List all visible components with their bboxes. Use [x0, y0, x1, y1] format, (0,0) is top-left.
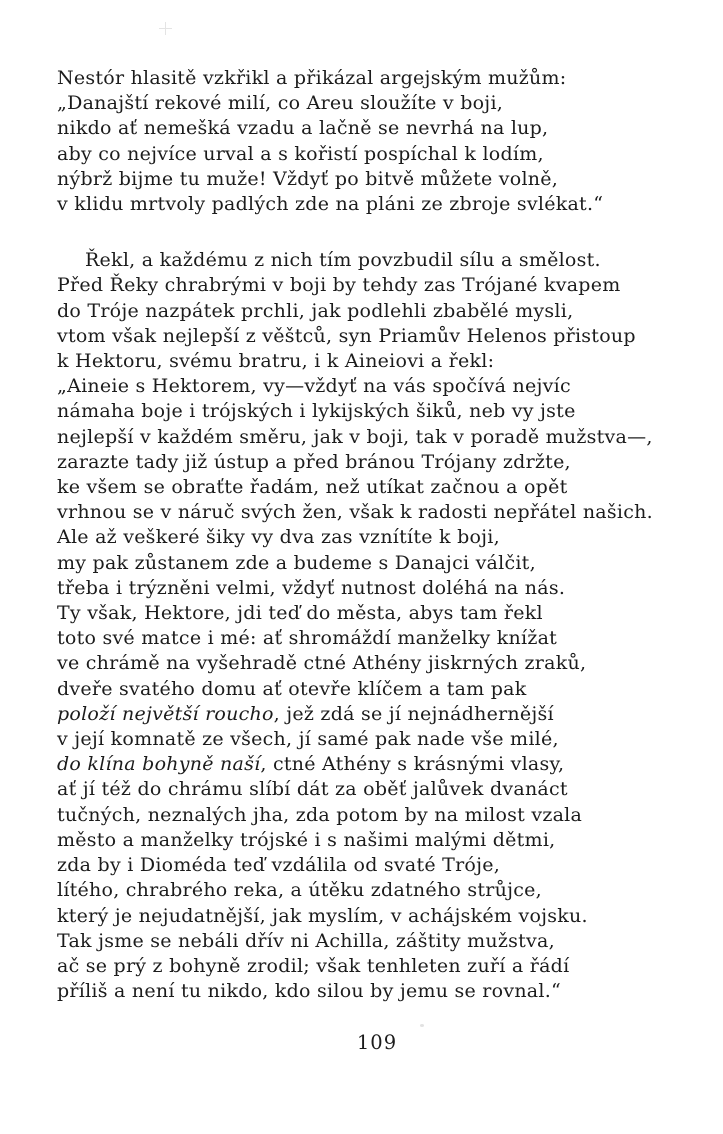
verse-line	[57, 828, 707, 853]
verse-segment: dveře svatého domu ať otevře klíčem a tam pak	[57, 677, 527, 700]
verse-line	[57, 374, 707, 399]
verse-segment: nikdo ať nemešká vzadu a lačně se nevrhá na lup,	[57, 117, 549, 140]
verse-segment: ve chrámě na vyšehradě ctné Athény jiskrných zraků,	[57, 652, 587, 675]
verse-segment: „Aineie s Hektorem, vy—vždyť na vás spočívá nejvíc	[57, 375, 571, 398]
verse-segment: v klidu mrtvoly padlých zde na pláni ze zbroje svlékat.“	[57, 193, 604, 216]
verse-line	[57, 727, 707, 752]
verse-segment: Tak jsme se nebáli dřív ni Achilla, záštity mužstva,	[57, 929, 555, 952]
print-registration-mark	[159, 22, 172, 35]
verse-segment: třeba i trýzněni velmi, vždyť nutnost doléhá na nás.	[57, 576, 566, 599]
verse-segment: k Hektoru, svému bratru, i k Aineiovi a řekl:	[57, 350, 495, 373]
verse-line	[57, 450, 707, 475]
verse-segment: v její komnatě ze všech, jí samé pak nade vše milé,	[57, 728, 559, 751]
verse-line	[57, 299, 707, 324]
verse-segment: zarazte tady již ústup a před bránou Trójany zdržte,	[57, 450, 571, 473]
verse-segment: ač se prý z bohyně zrodil; však tenhleten zuří a řádí	[57, 954, 570, 977]
verse-line	[57, 349, 707, 374]
verse-segment-italic: položí největší roucho	[57, 702, 274, 725]
poem-stanza	[57, 248, 707, 1004]
verse-segment: který je nejudatnější, jak myslím, v achájském vojsku.	[57, 904, 588, 927]
verse-line	[57, 248, 707, 273]
verse-segment: „Danajští rekové milí, co Areu sloužíte v boji,	[57, 92, 504, 115]
verse-segment: my pak zůstanem zde a budeme s Danajci válčit,	[57, 551, 536, 574]
verse-segment: tučných, neznalých jha, zda potom by na milost vzala	[57, 803, 583, 826]
verse-segment: vtom však nejlepší z věštců, syn Priamův Helenos přistoup	[57, 324, 636, 347]
verse-line	[57, 954, 707, 979]
verse-segment: Ty však, Hektore, jdi teď do města, abys tam řekl	[57, 602, 543, 625]
verse-line	[57, 878, 707, 903]
verse-line	[57, 525, 707, 550]
page-number: 109	[356, 1031, 398, 1054]
verse-segment: příliš a není tu nikdo, kdo silou by jemu se rovnal.“	[57, 980, 561, 1003]
verse-line	[57, 601, 707, 626]
verse-segment: aby co nejvíce urval a s kořistí pospíchal k lodím,	[57, 142, 544, 165]
print-speck	[420, 1024, 424, 1027]
verse-line	[57, 904, 707, 929]
verse-segment: zda by i Dioméda teď vzdálila od svaté Tróje,	[57, 854, 501, 877]
verse-line	[57, 475, 707, 500]
verse-line	[57, 273, 707, 298]
verse-segment: námaha boje i trójských i lykijských šiků, neb vy jste	[57, 400, 576, 423]
verse-segment: vrhnou se v náruč svých žen, však k radosti nepřátel našich.	[57, 501, 653, 524]
verse-segment: toto své matce i mé: ať shromáždí manželky knížat	[57, 627, 558, 650]
verse-segment: Řekl, a každému z nich tím povzbudil sílu a smělost.	[85, 249, 601, 272]
verse-line	[57, 853, 707, 878]
verse-line	[57, 425, 707, 450]
verse-line	[57, 626, 707, 651]
verse-line	[57, 142, 707, 167]
verse-segment: lítého, chrabrého reka, a útěku zdatného strůjce,	[57, 879, 542, 902]
verse-segment: Nestór hlasitě vzkřikl a přikázal argejským mužům:	[57, 67, 567, 89]
verse-segment: ke všem se obraťte řadám, než utíkat začnou a opět	[57, 476, 568, 499]
verse-line	[57, 399, 707, 424]
verse-line	[57, 777, 707, 802]
verse-line	[57, 192, 707, 217]
verse-line	[57, 576, 707, 601]
verse-segment: nejlepší v každém směru, jak v boji, tak v poradě mužstva—,	[57, 425, 653, 448]
verse-segment: město a manželky trójské i s našimi malými dětmi,	[57, 828, 556, 851]
verse-line	[57, 66, 707, 91]
verse-line	[57, 551, 707, 576]
verse-line	[57, 651, 707, 676]
verse-segment: , jež zdá se jí nejnádhernější	[273, 702, 554, 725]
verse-line	[57, 116, 707, 141]
verse-segment: Ale až veškeré šiky vy dva zas vznítíte k boji,	[57, 526, 500, 549]
verse-segment: nýbrž bijme tu muže! Vždyť po bitvě můžete volně,	[57, 167, 559, 190]
verse-segment: Před Řeky chrabrými v boji by tehdy zas Trójané kvapem	[57, 274, 621, 297]
verse-line	[57, 324, 707, 349]
verse-segment: ať jí též do chrámu slíbí dát za oběť jalůvek dvanáct	[57, 778, 568, 801]
verse-line	[57, 929, 707, 954]
verse-line	[57, 500, 707, 525]
verse-line	[57, 979, 707, 1004]
verse-line	[57, 167, 707, 192]
poem-stanza	[57, 66, 707, 217]
verse-line	[57, 803, 707, 828]
verse-segment: do Tróje nazpátek prchli, jak podlehli zbabělé mysli,	[57, 299, 574, 322]
verse-line	[57, 752, 707, 777]
verse-line	[57, 91, 707, 116]
verse-segment: , ctné Athény s krásnými vlasy,	[260, 753, 565, 776]
poem-text-block	[57, 66, 707, 1004]
verse-line	[57, 677, 707, 702]
verse-line	[57, 702, 707, 727]
verse-segment-italic: do klína bohyně naší	[57, 753, 261, 776]
